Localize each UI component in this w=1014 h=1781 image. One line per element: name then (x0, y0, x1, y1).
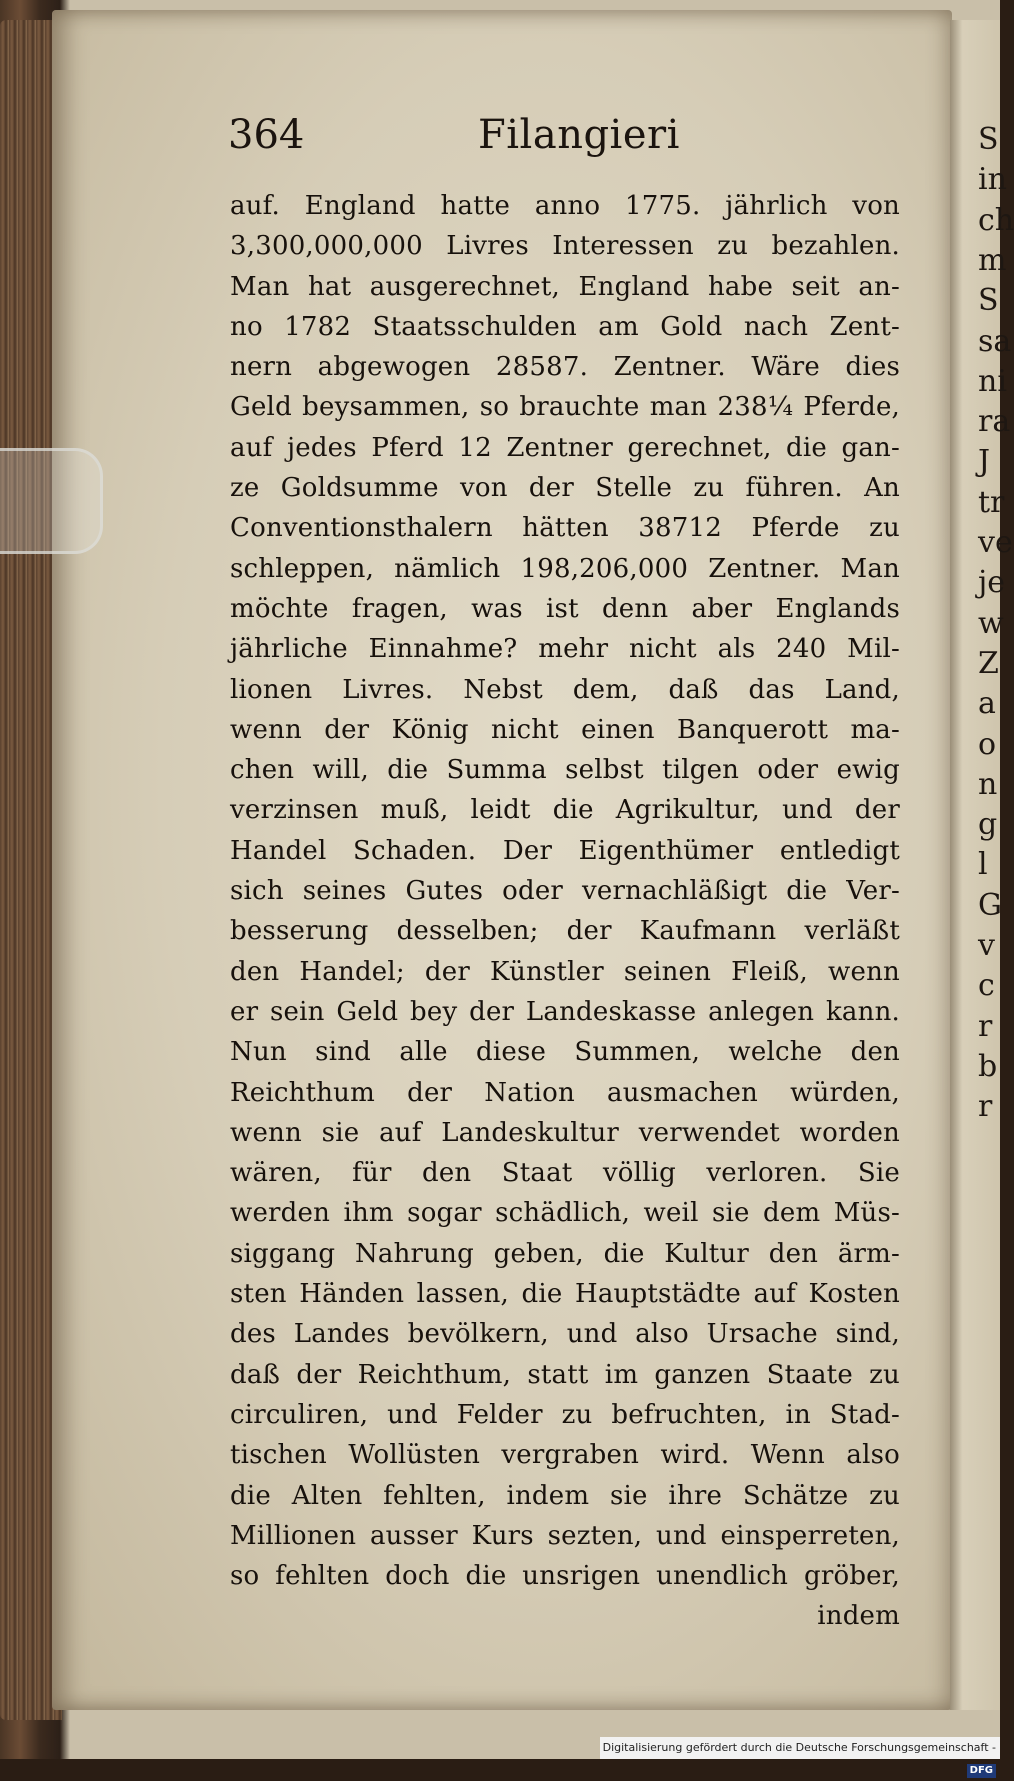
next-page-fragment: G (978, 887, 1002, 923)
next-page-fragment: ve (978, 525, 1013, 560)
next-page-fragment: c (978, 968, 995, 1004)
next-page-fragment: r (978, 1008, 993, 1044)
running-title: Filangieri (478, 112, 680, 158)
text-line: Reichthum der Nation ausmachen würden, (230, 1077, 900, 1108)
text-line: die Alten fehlten, indem sie ihre Schätze zu (230, 1480, 900, 1511)
next-page-fragment: tr (978, 484, 1005, 520)
text-line: Man hat ausgerechnet, England habe seit an- (230, 271, 900, 302)
next-page-fragment: in (978, 162, 1007, 198)
body-text (230, 186, 900, 1637)
next-page-fragment: o (978, 726, 997, 762)
text-line: tischen Wollüsten vergraben wird. Wenn also (230, 1440, 900, 1471)
next-page-fragment: b (978, 1048, 998, 1084)
next-page-fragment: ra (978, 404, 1011, 440)
text-line: besserung desselben; der Kaufmann verläßt (230, 916, 900, 947)
text-line: des Landes bevölkern, und also Ursache sind, (230, 1319, 900, 1350)
next-page-fragment: n (978, 766, 998, 802)
text-line: Handel Schaden. Der Eigenthümer entledigt (230, 835, 900, 866)
text-line: verzinsen muß, leidt die Agrikultur, und der (230, 795, 900, 826)
text-line: Nun sind alle diese Summen, welche den (230, 1037, 900, 1068)
dfg-logo: DFG (967, 1764, 996, 1778)
next-page-fragment: S (978, 283, 999, 319)
next-page-edge (950, 20, 1014, 1710)
next-page-fragment: J (978, 444, 991, 480)
text-line: Millionen ausser Kurs sezten, und einsperreten, (230, 1520, 900, 1551)
text-line: lionen Livres. Nebst dem, daß das Land, (230, 674, 900, 705)
text-line: wenn der König nicht einen Banquerott ma- (230, 714, 900, 745)
text-line: wenn sie auf Landeskultur verwendet worden (230, 1117, 900, 1148)
next-page-fragment: v (978, 928, 995, 963)
text-line: den Handel; der Künstler seinen Fleiß, wenn (230, 956, 900, 987)
next-page-fragment: S (978, 122, 999, 157)
next-page-fragment: ch (978, 202, 1014, 238)
text-line: auf jedes Pferd 12 Zentner gerechnet, die gan- (230, 432, 900, 463)
text-line: wären, für den Staat völlig verloren. Sie (230, 1158, 900, 1189)
text-line: no 1782 Staatsschulden am Gold nach Zent- (230, 311, 900, 342)
text-line: daß der Reichthum, statt im ganzen Staate zu (230, 1359, 900, 1390)
text-line: er sein Geld bey der Landeskasse anlegen kann. (230, 996, 900, 1027)
text-line: so fehlten doch die unsrigen unendlich gröber, (230, 1561, 900, 1592)
text-line: auf. England hatte anno 1775. jährlich von (230, 191, 900, 221)
text-line: möchte fragen, was ist denn aber Englands (230, 593, 900, 624)
text-line: chen will, die Summa selbst tilgen oder ewig (230, 755, 900, 786)
text-line: sich seines Gutes oder vernachläßigt die Ver- (230, 876, 900, 907)
next-page-fragment: sa (978, 323, 1012, 359)
next-page-fragment: l (978, 847, 988, 883)
text-line: Conventionsthalern hätten 38712 Pferde zu (230, 513, 900, 544)
next-page-fragment: Z (978, 645, 999, 681)
footer-credit (600, 1737, 1000, 1776)
text-line: werden ihm sogar schädlich, weil sie dem Müs- (230, 1198, 900, 1229)
text-line: siggang Nahrung geben, die Kultur den ärm- (230, 1238, 900, 1269)
next-page-fragment: g (978, 807, 998, 843)
text-line: sten Händen lassen, die Hauptstädte auf Kosten (230, 1279, 900, 1310)
page-header (228, 112, 908, 172)
page-number: 364 (228, 112, 305, 158)
next-page-fragment: a (978, 686, 996, 722)
plastic-clip (0, 448, 103, 554)
next-page-fragment: m (978, 242, 1007, 278)
next-page-fragment: ni (978, 363, 1007, 399)
text-line: jährliche Einnahme? mehr nicht als 240 Mil- (230, 634, 900, 665)
text-line: nern abgewogen 28587. Zentner. Wäre dies (230, 352, 900, 383)
text-line: schleppen, nämlich 198,206,000 Zentner. Man (230, 553, 900, 584)
text-line: Geld beysammen, so brauchte man 238¼ Pferde, (230, 392, 900, 423)
footer-credit-text: Digitalisierung gefördert durch die Deutsche Forschungsgemeinschaft - (602, 1741, 996, 1754)
catchword: indem (817, 1601, 900, 1632)
text-line: 3,300,000,000 Livres Interessen zu bezahlen. (230, 231, 900, 262)
text-line: circuliren, und Felder zu befruchten, in Stad- (230, 1399, 900, 1430)
text-line: ze Goldsumme von der Stelle zu führen. An (230, 473, 900, 504)
next-page-fragment: je (978, 565, 1006, 601)
next-page-fragment: w (978, 605, 1004, 641)
next-page-fragment: r (978, 1089, 993, 1125)
